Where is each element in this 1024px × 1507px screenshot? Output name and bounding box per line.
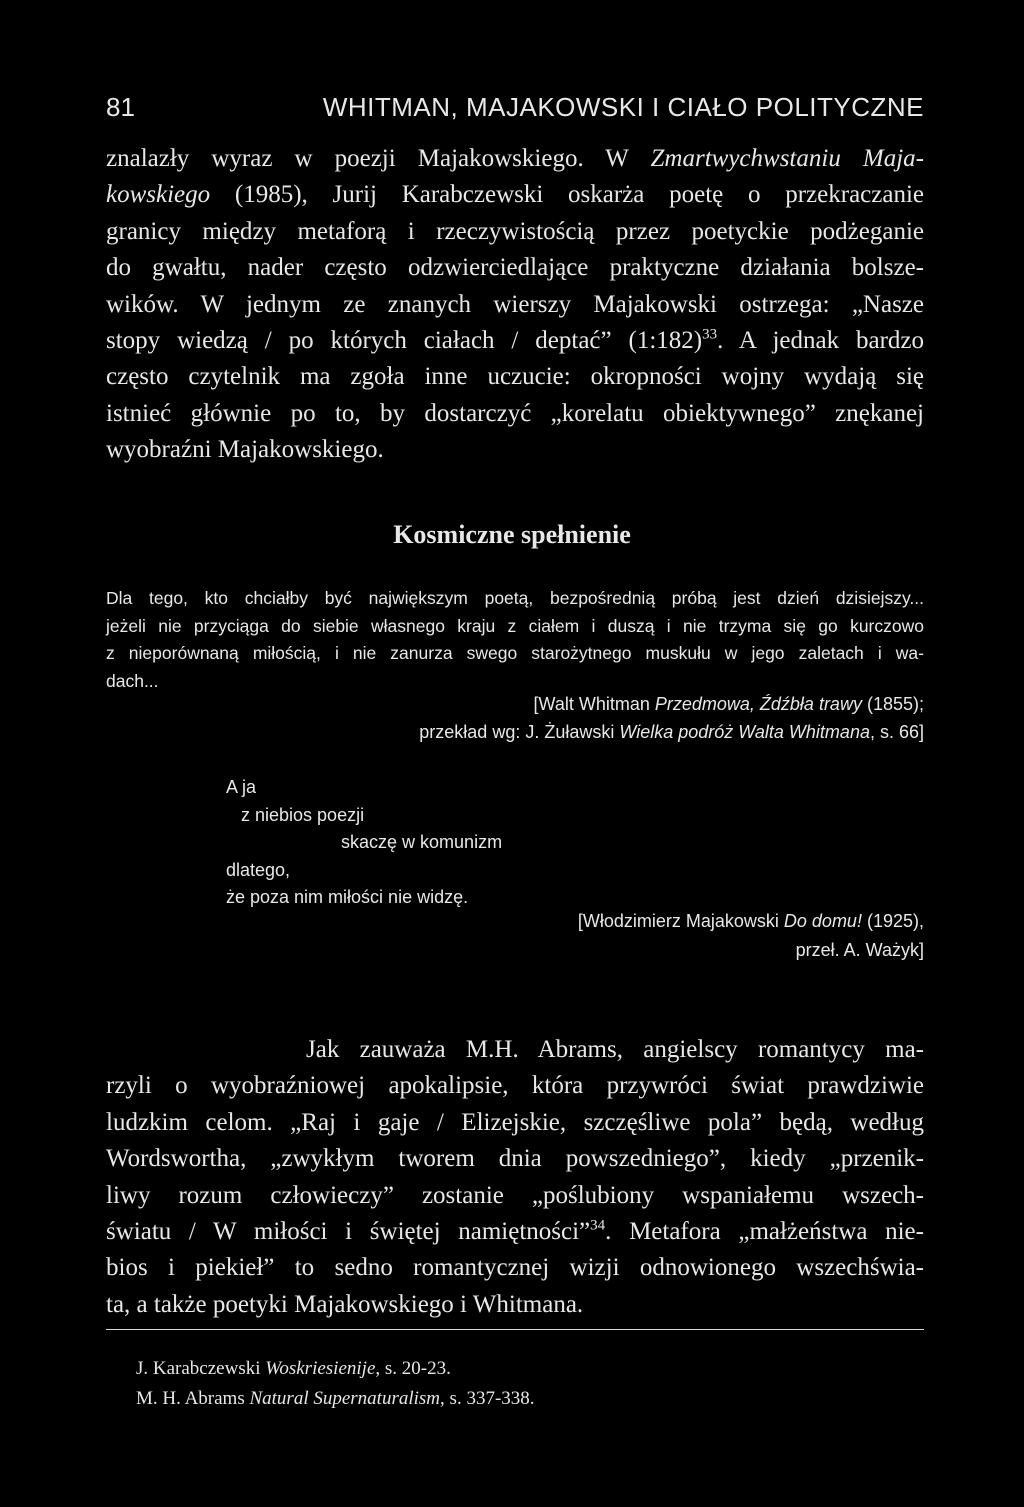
quote-line: jeżeli nie przyciąga do siebie własnego kraju z ciałem i duszą i nie trzyma się go kurczowo	[106, 615, 924, 636]
footnote-ref-33: 33	[702, 326, 718, 343]
footnote-33: J. Karabczewski Woskriesienije, s. 20-23.	[136, 1358, 451, 1379]
text-line: ludzkim celom. „Raj i gaje / Elizejskie, szczęśliwe pola” będą, według	[106, 1108, 924, 1136]
poem-line: dlatego,	[226, 859, 291, 880]
quote-line: dach...	[106, 670, 159, 691]
citation-line: przekład wg: J. Żuławski Wielka podróż Walta Whitmana, s. 66]	[419, 722, 924, 742]
footnote-34: M. H. Abrams Natural Supernaturalism, s. 337-338.	[136, 1388, 535, 1409]
poem-line: A ja	[226, 777, 257, 797]
text-line: kowskiego (1985), Jurij Karabczewski oskarża poetę o przekraczanie	[106, 181, 924, 209]
poem-line: skaczę w komunizm	[226, 832, 503, 852]
majakowski-citation	[578, 907, 924, 965]
text-line: wików. W jednym ze znanych wierszy Majakowski ostrzega: „Nasze	[106, 290, 924, 318]
footnotes	[136, 1354, 535, 1414]
citation-line: przeł. A. Ważyk]	[795, 940, 924, 960]
text-line: granicy między metaforą i rzeczywistością przez poetyckie podżeganie	[106, 217, 924, 245]
text-line: wyobraźni Majakowskiego.	[106, 436, 384, 464]
section-heading: Kosmiczne spełnienie	[393, 520, 631, 549]
poem-line: że poza nim miłości nie widzę.	[226, 887, 469, 907]
citation-line: [Walt Whitman Przedmowa, Źdźbła trawy (1855);	[533, 694, 924, 714]
body-paragraph-2	[106, 1032, 924, 1323]
running-header	[106, 92, 924, 132]
text-line: bios i piekieł” to sedno romantycznej wizji odnowionego wszechświa-	[106, 1254, 924, 1282]
text-line: istnieć głównie po to, by dostarczyć „korelatu obiektywnego” znękanej	[106, 399, 924, 427]
footnote-ref-34: 34	[590, 1217, 606, 1234]
text-line: Wordswortha, „zwykłym tworem dnia powszedniego”, kiedy „przenik-	[106, 1145, 924, 1173]
body-paragraph-1	[106, 141, 924, 469]
majakowski-poem	[226, 774, 502, 912]
text-line: do gwałtu, nader często odzwierciedlające praktyczne działania bolsze-	[106, 254, 924, 282]
text-line: liwy rozum człowieczy” zostanie „poślubiony wspaniałemu wszech-	[106, 1181, 924, 1209]
running-title: WHITMAN, MAJAKOWSKI I CIAŁO POLITYCZNE	[322, 92, 924, 122]
text-line: rzyli o wyobraźniowej apokalipsie, która przywróci świat prawdziwie	[106, 1072, 924, 1100]
text-line: światu / W miłości i świętej namiętności”$^{34}$. Metafora „małżeństwa nie-	[106, 1217, 924, 1246]
citation-line: [Włodzimierz Majakowski Do domu! (1925),	[577, 911, 924, 931]
whitman-citation	[419, 690, 924, 746]
text-line: często czytelnik ma zgoła inne uczucie: okropności wojny wydają się	[106, 363, 924, 391]
whitman-quote	[106, 585, 924, 695]
text-line: znalazły wyraz w poezji Majakowskiego. W Zmartwychwstaniu Maja-	[106, 145, 924, 172]
text-line: Jak zauważa M.H. Abrams, angielscy romantycy ma-	[306, 1036, 924, 1063]
text-line: stopy wiedzą / po których ciałach / deptać” (1:182)$^{33}$. A jednak bardzo	[106, 326, 924, 355]
text-line: ta, a także poetyki Majakowskiego i Whitmana.	[106, 1290, 584, 1318]
page-number: 81	[106, 92, 135, 122]
footnote-divider	[106, 1329, 924, 1330]
quote-line: Dla tego, kto chciałby być największym poetą, bezpośrednią próbą jest dzień dzisiejszy...	[106, 588, 924, 608]
quote-line: z nieporównaną miłością, i nie zanurza swego starożytnego muskułu w jego zaletach i wa-	[106, 643, 924, 663]
poem-line: z niebios poezji	[226, 804, 365, 825]
